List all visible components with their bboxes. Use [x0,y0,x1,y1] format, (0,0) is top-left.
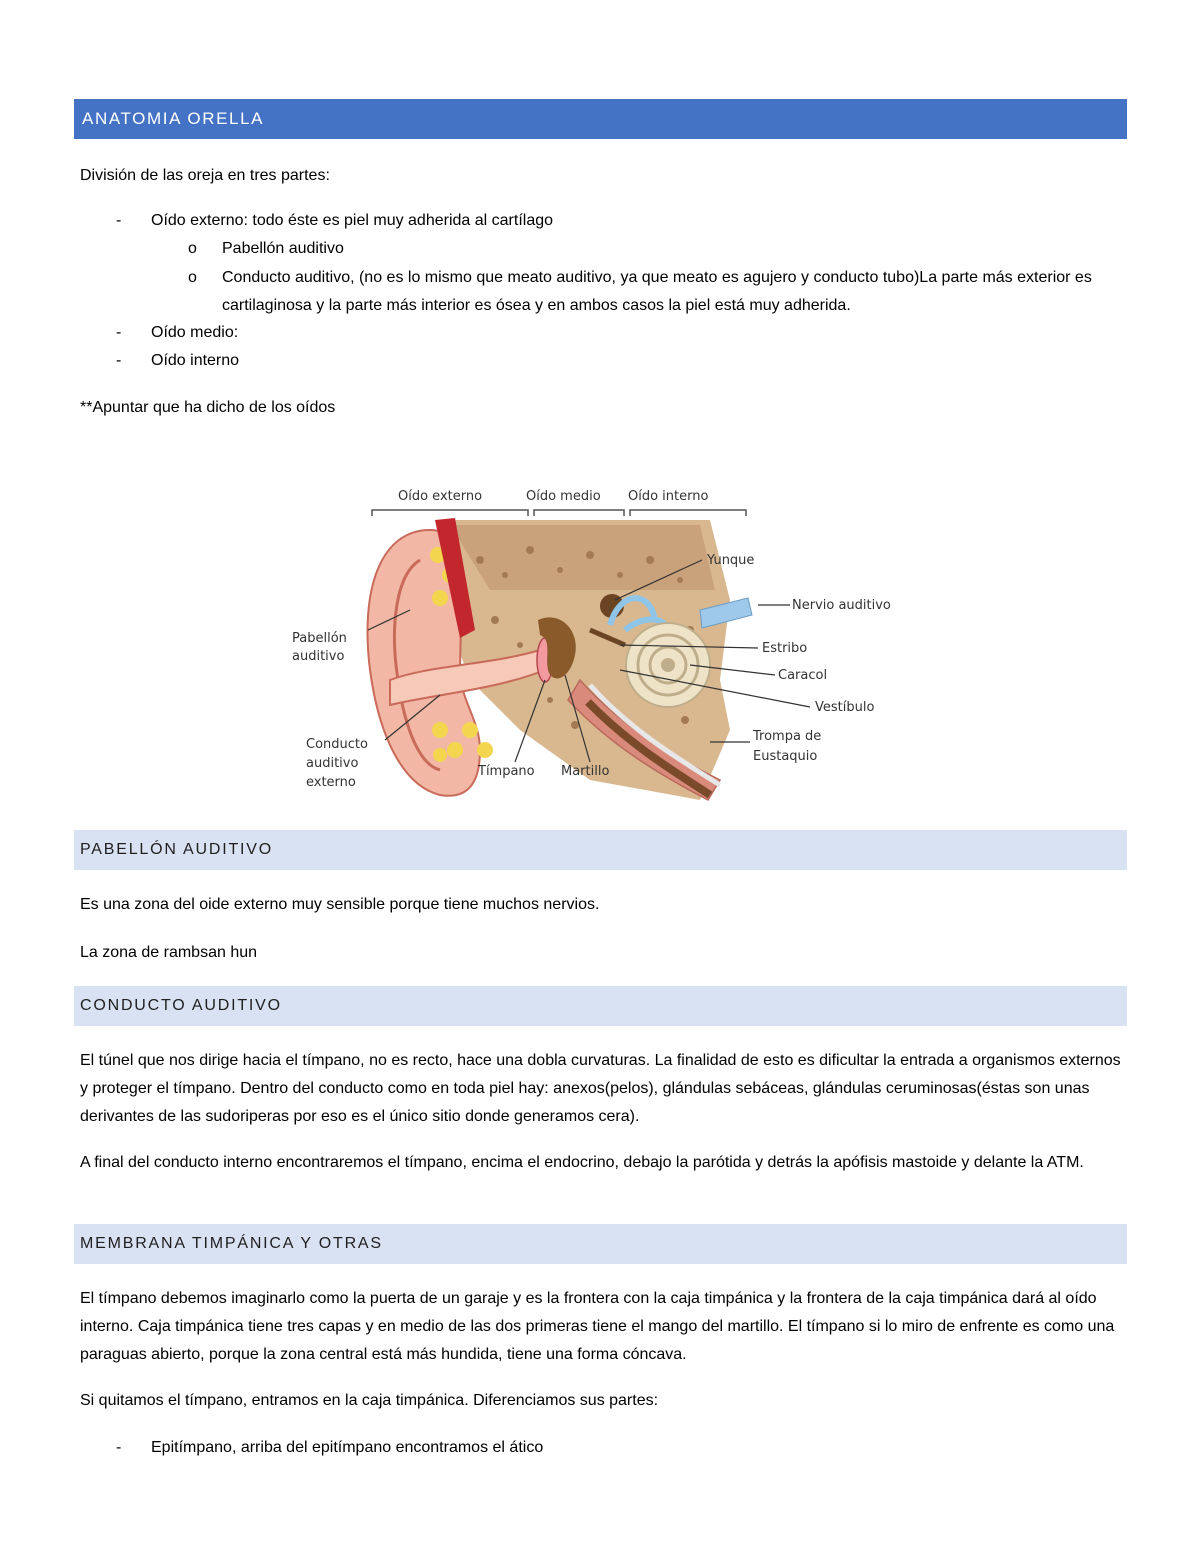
list-item: Epitímpano, arriba del epitímpano encontramos el ático [151,1439,544,1456]
label-auditivo: auditivo [292,649,345,664]
label-conducto-auditivo: auditivo [306,756,359,771]
section-heading-conducto: CONDUCTO AUDITIVO [74,986,1127,1026]
label-nervio-auditivo: Nervio auditivo [792,598,891,613]
label-timpano: Tímpano [478,764,535,779]
conducto-paragraph-1: El túnel que nos dirige hacia el tímpano, no es recto, hace una dobla curvaturas. La finalidad de esto es dificultar la entrada a organismos externos y proteger el tímpano. Dentro del conducto como en toda piel hay: anexos(pelos), glándulas sebáceas, glándulas ceruminosas(éstas son unas derivantes de las sudoriperas por eso es el único sitio donde generamos cera). [80,1052,1121,1125]
label-pabellon: Pabellón [292,631,347,646]
label-eustaquio: Eustaquio [753,749,818,764]
conducto-paragraph-2: A final del conducto interno encontraremos el tímpano, encima el endocrino, debajo la parótida y detrás la apófisis mastoide y delante la ATM. [80,1154,1084,1171]
label-externo: externo [306,775,356,790]
list-bullet: - [116,352,122,369]
section-heading-pabellon: PABELLÓN AUDITIVO [74,830,1127,870]
list-item: Oído externo: todo éste es piel muy adherida al cartílago [151,212,554,229]
list-bullet: - [116,324,122,341]
list-item: Pabellón auditivo [222,240,344,257]
pabellon-paragraph-2: La zona de rambsan hun [80,944,258,961]
label-conducto: Conducto [306,737,368,752]
membrana-paragraph-2: Si quitamos el tímpano, entramos en la caja timpánica. Diferenciamos sus partes: [80,1392,659,1409]
membrana-paragraph-1: El tímpano debemos imaginarlo como la puerta de un garaje y es la frontera con la caja timpánica y la frontera de la caja timpánica dará al oído interno. Caja timpánica tiene tres capas y en medio de las dos primeras tiene el mango del martillo. El tímpano si lo miro de enfrente es como una paraguas abierto, porque la zona central está más hundida, tiene una forma cóncava. [80,1290,1115,1363]
intro-note: **Apuntar que ha dicho de los oídos [80,399,336,416]
list-item: Oído medio: [151,324,239,341]
section-heading-anatomia: ANATOMIA ORELLA [74,99,1127,139]
label-caracol: Caracol [778,668,828,683]
label-oido-medio: Oído medio [526,489,601,504]
intro-lead: División de las oreja en tres partes: [80,167,330,184]
list-bullet: - [116,212,122,229]
label-yunque: Yunque [707,553,755,568]
pabellon-paragraph-1: Es una zona del oide externo muy sensible porque tiene muchos nervios. [80,896,600,913]
label-martillo: Martillo [561,764,610,779]
list-bullet: - [116,1439,122,1456]
label-vestibulo: Vestíbulo [815,700,875,715]
label-estribo: Estribo [762,641,808,656]
label-oido-interno: Oído interno [628,489,709,504]
label-oido-externo: Oído externo [398,489,483,504]
ear-anatomy-figure [290,480,910,810]
list-bullet: o [188,269,197,286]
list-bullet: o [188,240,197,257]
label-trompa: Trompa de [753,729,822,744]
list-item: Oído interno [151,352,240,369]
list-item: Conducto auditivo, (no es lo mismo que meato auditivo, ya que meato es agujero y conducto tubo)La parte más exterior es cartilaginosa y la parte más interior es ósea y en ambos casos la piel está muy adherida. [222,269,1092,314]
section-heading-membrana: MEMBRANA TIMPÁNICA Y OTRAS [74,1224,1127,1264]
